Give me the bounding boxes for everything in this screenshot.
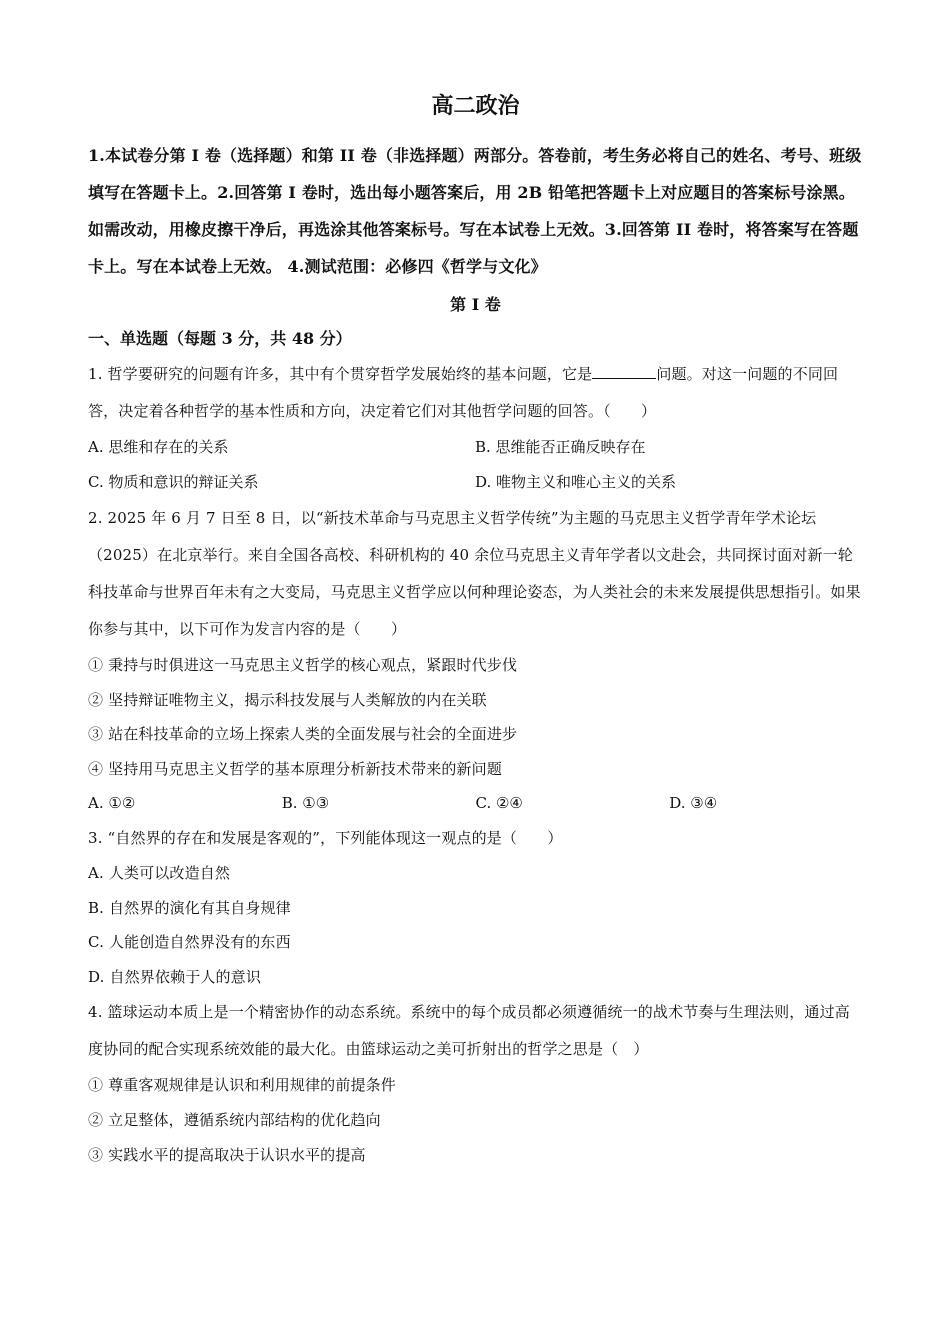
question-2-item-4: ④ 坚持用马克思主义哲学的基本原理分析新技术带来的新问题 [88, 759, 502, 778]
question-1-stem [88, 356, 863, 430]
question-2-item-2: ② 坚持辩证唯物主义，揭示科技发展与人类解放的内在关联 [88, 690, 487, 709]
question-2-item-3: ③ 站在科技革命的立场上探索人类的全面发展与社会的全面进步 [88, 725, 518, 744]
question-2-item-1: ① 秉持与时俱进这一马克思主义哲学的核心观点，紧跟时代步伐 [88, 656, 518, 674]
question-4-stem: 4. 篮球运动本质上是一个精密协作的动态系统。系统中的每个成员都必须遵循统一的战术节奏与生理法则，通过高度协同的配合实现系统效能的最大化。由篮球运动之美可折射出的哲学之思是（ ） [88, 1003, 850, 1059]
question-4-item-1: ① 尊重客观规律是认识和利用规律的前提条件 [88, 1076, 396, 1095]
volume-label: 第 I 卷 [450, 295, 501, 314]
page-title: 高二政治 [431, 93, 520, 119]
question-1-options-row-1 [88, 430, 863, 465]
question-1-stem-after: 问题。对这一问题的不同回答，决定着各种哲学的基本性质和方向，决定着它们对其他哲学问题的回答。（ ） [88, 365, 839, 420]
question-1-option-d: D. 唯物主义和唯心主义的关系 [475, 473, 677, 491]
question-4-item-3: ③ 实践水平的提高取决于认识水平的提高 [88, 1145, 366, 1164]
exam-instructions: 1.本试卷分第 I 卷（选择题）和第 II 卷（非选择题）两部分。答卷前，考生务必将自己的姓名、考号、班级填写在答题卡上。2.回答第 I 卷时，选出每小题答案后，用 2B 铅笔把答题卡上对应题目的答案标号涂黑。如需改动，用橡皮擦干净后，再选涂其他答案标号。写在本试卷上无效。3.回答第 II 卷时，将答案写在答题卡上。写在本试卷上无效。 4.测试范围：必修四《哲学与文化》 [88, 146, 862, 276]
exam-page [88, 86, 863, 1172]
question-1-option-a: A. 思维和存在的关系 [88, 438, 229, 456]
question-2-options [88, 786, 863, 821]
question-3-stem: 3. “自然界的存在和发展是客观的”，下列能体现这一观点的是（ ） [88, 829, 563, 848]
question-3-option-b: B. 自然界的演化有其自身规律 [88, 898, 291, 917]
question-1-option-b: B. 思维能否正确反映存在 [475, 438, 646, 456]
question-4-item-2: ② 立足整体，遵循系统内部结构的优化趋向 [88, 1110, 381, 1129]
question-1-option-c: C. 物质和意识的辩证关系 [88, 473, 259, 491]
question-1-options-row-2 [88, 465, 863, 500]
question-1-stem-before: 1. 哲学要研究的问题有许多，其中有个贯穿哲学发展始终的基本问题，它是 [88, 365, 593, 383]
question-2-option-b: B. ①③ [281, 794, 330, 813]
question-2-stem: 2. 2025 年 6 月 7 日至 8 日，以“新技术革命与马克思主义哲学传统”为主题的马克思主义哲学青年学术论坛（2025）在北京举行。来自全国各高校、科研机构的 40 余位马克思主义青年学者以文赴会，共同探讨面对新一轮科技革命与世界百年未有之大变局，马克思主义哲学应以何种理论姿态，为人类社会的未来发展提供思想指引。如果你参与其中，以下可作为发言内容的是（ ） [88, 509, 861, 638]
question-2-option-c: C. ②④ [475, 794, 523, 813]
section-heading: 一、单选题（每题 3 分，共 48 分） [88, 329, 352, 348]
question-2-option-a: A. ①② [88, 794, 136, 813]
question-2-option-d: D. ③④ [669, 794, 718, 813]
question-3-option-d: D. 自然界依赖于人的意识 [88, 967, 261, 986]
question-3-option-a: A. 人类可以改造自然 [88, 863, 231, 882]
answer-blank [592, 364, 656, 379]
question-3-option-c: C. 人能创造自然界没有的东西 [88, 933, 291, 952]
